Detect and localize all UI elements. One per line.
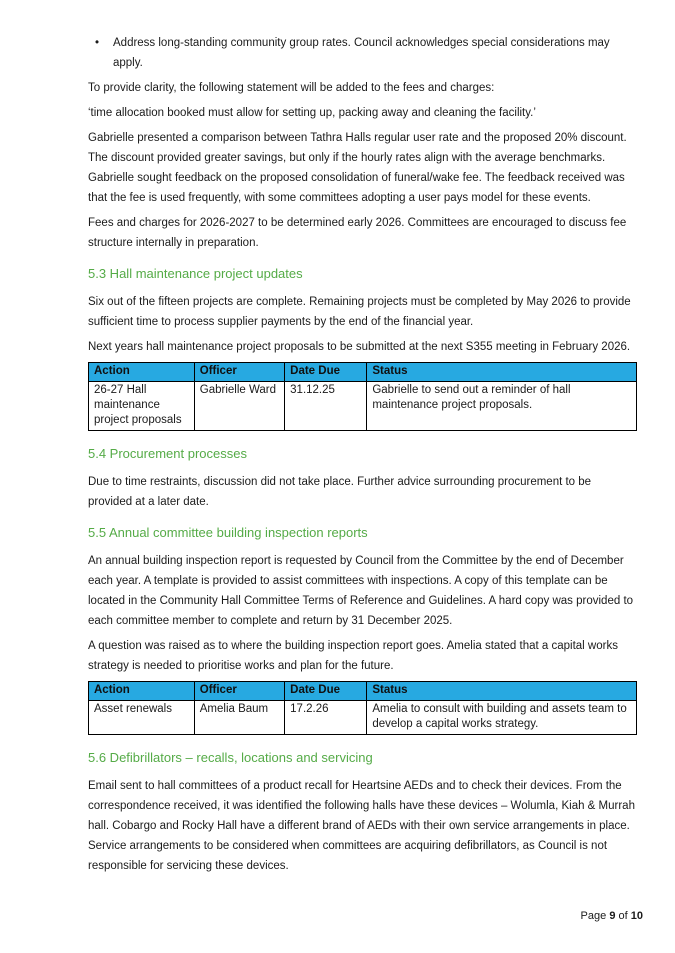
section-heading-5-3: 5.3 Hall maintenance project updates bbox=[88, 266, 303, 281]
table-cell-status: Amelia to consult with building and assets team to develop a capital works strategy. bbox=[367, 701, 637, 735]
table-header-row bbox=[89, 682, 637, 701]
paragraph: Email sent to hall committees of a product recall for Heartsine AEDs and to check their devices. From the correspondence received, it was identified the following halls have these devices – Wolumla, Kiah & Murrah hall. Cobargo and Rocky Hall have a different brand of AEDs with their own service arrangements in place. Service arrangements to be considered when committees are acquiring defibrillators, as Council is not responsible for servicing these devices. bbox=[88, 780, 635, 872]
table-row bbox=[89, 701, 637, 735]
page-footer bbox=[581, 909, 643, 923]
section-heading-5-4: 5.4 Procurement processes bbox=[88, 446, 247, 461]
paragraph: A question was raised as to where the building inspection report goes. Amelia stated that a capital works strategy is needed to prioritise works and plan for the future. bbox=[88, 640, 618, 672]
table-cell-date-due: 17.2.26 bbox=[285, 701, 367, 735]
table-header-action: Action bbox=[89, 682, 195, 701]
paragraph-clarity: To provide clarity, the following statement will be added to the fees and charges: bbox=[88, 82, 495, 94]
bullet-item bbox=[88, 33, 637, 73]
table-row bbox=[89, 382, 637, 431]
section-heading-5-5: 5.5 Annual committee building inspection reports bbox=[88, 525, 368, 540]
action-table-5-3-wrapper bbox=[88, 362, 637, 431]
action-table-5-5 bbox=[88, 681, 637, 735]
bullet-marker-icon: • bbox=[95, 37, 100, 49]
table-header-action: Action bbox=[89, 363, 195, 382]
paragraph: Next years hall maintenance project proposals to be submitted at the next S355 meeting in February 2026. bbox=[88, 341, 631, 353]
table-cell-date-due: 31.12.25 bbox=[285, 382, 367, 431]
paragraph-quote: ‘time allocation booked must allow for setting up, packing away and cleaning the facility.’ bbox=[88, 107, 536, 119]
table-cell-status: Gabrielle to send out a reminder of hall maintenance project proposals. bbox=[367, 382, 637, 431]
table-header-row bbox=[89, 363, 637, 382]
table-cell-officer: Amelia Baum bbox=[194, 701, 284, 735]
action-table-5-5-wrapper bbox=[88, 681, 637, 735]
table-header-date-due: Date Due bbox=[285, 363, 367, 382]
paragraph: Six out of the fifteen projects are complete. Remaining projects must be completed by May 2026 to provide sufficient time to process supplier payments by the end of the financial year. bbox=[88, 296, 631, 328]
table-header-date-due: Date Due bbox=[285, 682, 367, 701]
footer-page-number: 9 bbox=[609, 910, 616, 922]
footer-total-pages: 10 bbox=[630, 910, 643, 922]
section-heading-5-6: 5.6 Defibrillators – recalls, locations and servicing bbox=[88, 750, 373, 765]
table-header-status: Status bbox=[367, 363, 637, 382]
action-table-5-3 bbox=[88, 362, 637, 431]
table-cell-officer: Gabrielle Ward bbox=[194, 382, 284, 431]
bullet-item-text: Address long-standing community group rates. Council acknowledges special considerations may apply. bbox=[113, 37, 610, 69]
paragraph: Due to time restraints, discussion did not take place. Further advice surrounding procurement to be provided at a later date. bbox=[88, 476, 592, 508]
table-header-status: Status bbox=[367, 682, 637, 701]
footer-of-label: of bbox=[618, 910, 628, 922]
table-cell-action: 26-27 Hall maintenance project proposals bbox=[89, 382, 195, 431]
paragraph: An annual building inspection report is requested by Council from the Committee by the end of December each year. A template is provided to assist committees with inspections. A copy of this template can be located in the Community Hall Committee Terms of Reference and Guidelines. A hard copy was provided to each committee member to complete and return by 31 December 2025. bbox=[88, 555, 634, 627]
table-header-officer: Officer bbox=[194, 682, 284, 701]
footer-page-label: Page bbox=[580, 910, 607, 922]
table-header-officer: Officer bbox=[194, 363, 284, 382]
paragraph-fees: Fees and charges for 2026-2027 to be determined early 2026. Committees are encouraged to discuss fee structure internally in preparation. bbox=[88, 217, 627, 249]
table-cell-action: Asset renewals bbox=[89, 701, 195, 735]
paragraph-comparison: Gabrielle presented a comparison between Tathra Halls regular user rate and the proposed 20% discount. The discount provided greater savings, but only if the hourly rates align with the average benchmarks. Gabrielle sought feedback on the proposed consolidation of funeral/wake fee. The feedback received was that the fee is used frequently, with some committees adopting a user pays model for these events. bbox=[88, 132, 627, 204]
